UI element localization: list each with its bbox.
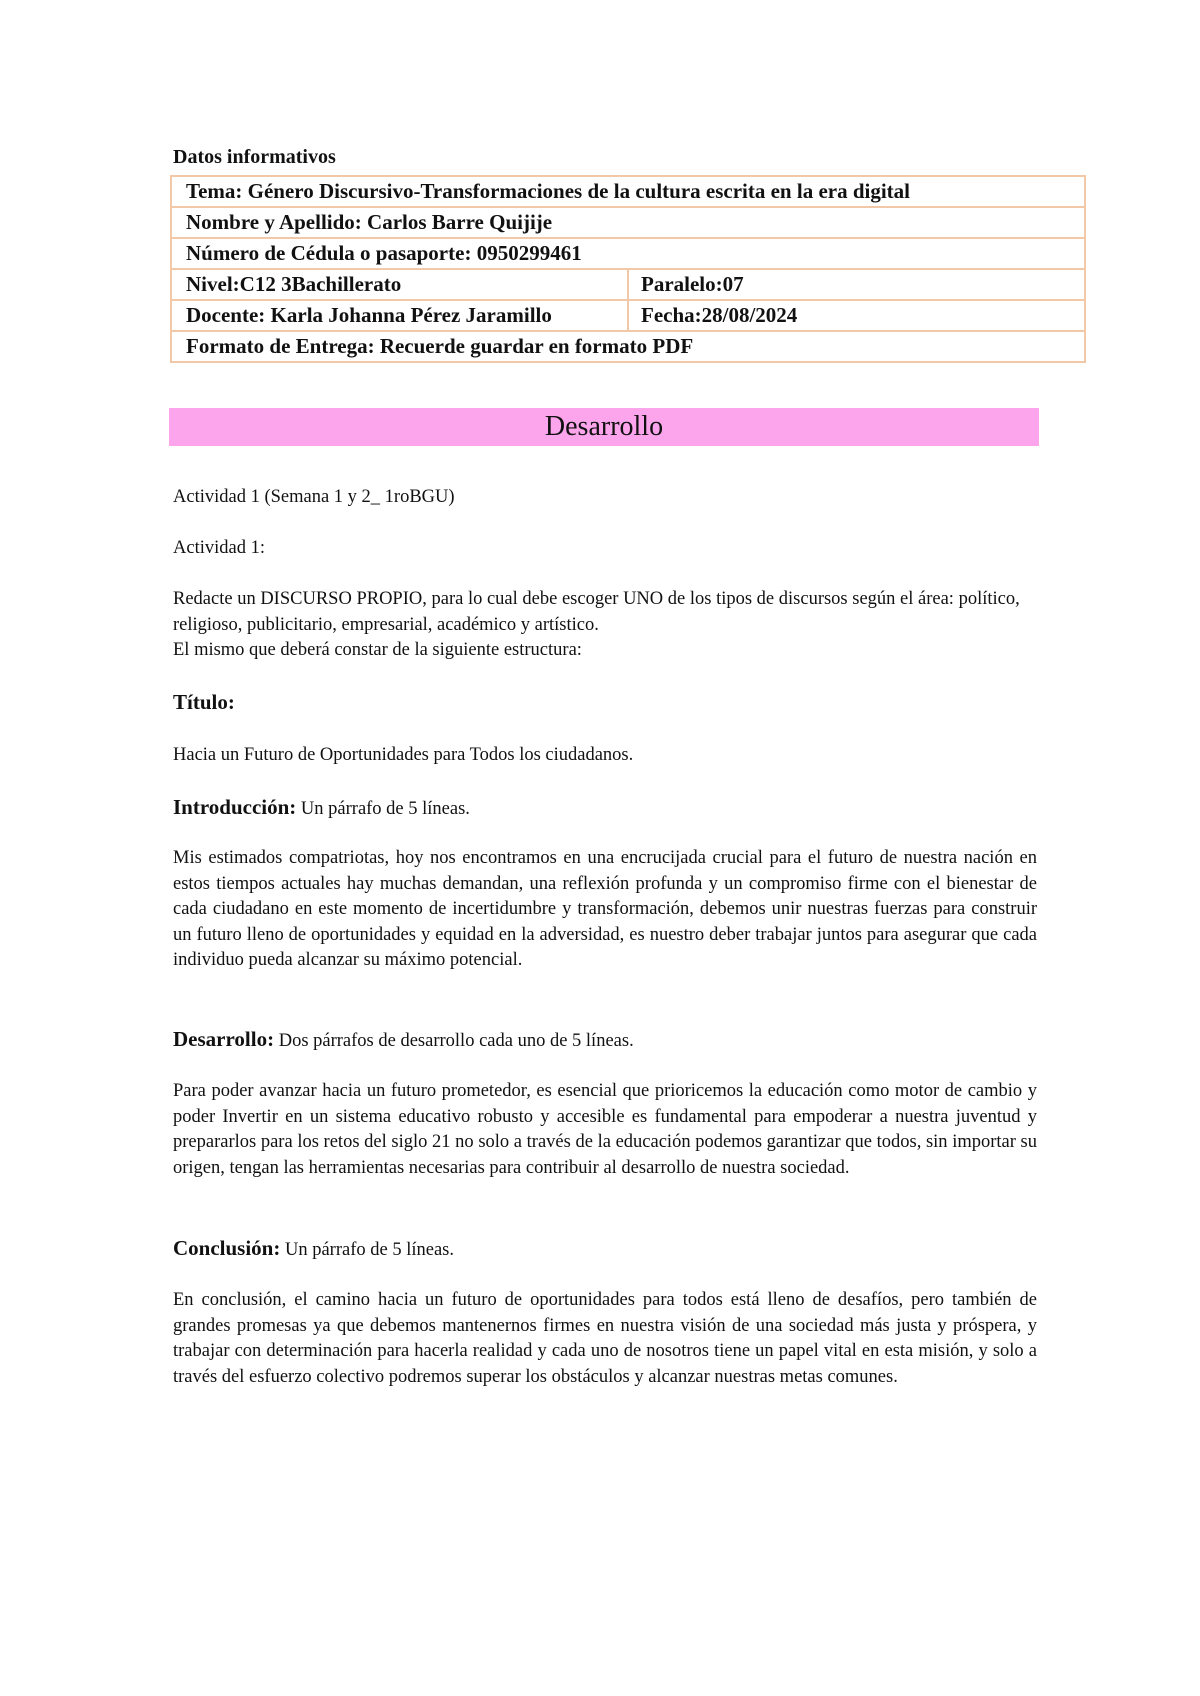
docente-cell: Docente: Karla Johanna Pérez Jaramillo: [171, 300, 628, 331]
conclusion-paragraph: En conclusión, el camino hacia un futuro de oportunidades para todos está lleno de desafíos, pero también de grandes promesas ya que debemos mantenernos firmes en nuestra visión de una sociedad más justa y próspera, y trabajar con determinación para hacerla realidad y cada uno de nosotros tiene un papel vital en esta misión, y solo a través del esfuerzo colectivo podremos superar los obstáculos y alcanzar nuestras metas comunes.: [173, 1290, 1037, 1387]
activity-line-1: Actividad 1 (Semana 1 y 2_ 1roBGU): [173, 487, 455, 507]
desarrollo-note: Dos párrafos de desarrollo cada uno de 5 líneas.: [278, 1031, 634, 1051]
introduccion-note: Un párrafo de 5 líneas.: [300, 799, 470, 819]
instructions-paragraph: [173, 587, 1037, 664]
introduccion-heading: Introducción:: [173, 795, 297, 819]
desarrollo-heading-line: [173, 1027, 1037, 1052]
activity-line-2: Actividad 1:: [173, 538, 265, 558]
conclusion-heading: Conclusión:: [173, 1236, 281, 1260]
table-row: [171, 300, 1085, 331]
info-table: [170, 175, 1086, 363]
cedula-cell: Número de Cédula o pasaporte: 0950299461: [171, 238, 1085, 269]
desarrollo-paragraph: Para poder avanzar hacia un futuro prometedor, es esencial que prioricemos la educación como motor de cambio y poder Invertir en un sistema educativo robusto y accesible es fundamental para empoderar a nuestra juventud y prepararlos para los retos del siglo 21 no solo a través de la educación podemos garantizar que todos, sin importar su origen, tengan las herramientas necesarias para contribuir al desarrollo de nuestra sociedad.: [173, 1081, 1037, 1178]
nombre-cell: Nombre y Apellido: Carlos Barre Quijije: [171, 207, 1085, 238]
table-row: [171, 238, 1085, 269]
table-row: [171, 207, 1085, 238]
tema-cell: Tema: Género Discursivo-Transformaciones de la cultura escrita en la era digital: [171, 176, 1085, 207]
table-row: [171, 269, 1085, 300]
table-row: [171, 331, 1085, 362]
nivel-cell: Nivel:C12 3Bachillerato: [171, 269, 628, 300]
conclusion-heading-line: [173, 1236, 1037, 1261]
fecha-cell: Fecha:28/08/2024: [628, 300, 1085, 331]
datos-informativos-label: Datos informativos: [173, 146, 336, 168]
titulo-heading: Título:: [173, 690, 235, 714]
titulo-text: Hacia un Futuro de Oportunidades para Todos los ciudadanos.: [173, 745, 634, 765]
titulo-heading-line: [173, 690, 1037, 715]
formato-cell: Formato de Entrega: Recuerde guardar en formato PDF: [171, 331, 1085, 362]
desarrollo-banner: Desarrollo: [169, 408, 1039, 446]
introduccion-paragraph: Mis estimados compatriotas, hoy nos encontramos en una encrucijada crucial para el futuro de nuestra nación en estos tiempos actuales hay muchas demandan, una reflexión profunda y un compromiso firme con el bienestar de cada ciudadano en este momento de incertidumbre y transformación, debemos unir nuestras fuerzas para construir un futuro lleno de oportunidades y equidad en la adversidad, es nuestro deber trabajar juntos para asegurar que cada individuo pueda alcanzar su máximo potencial.: [173, 848, 1037, 971]
table-row: [171, 176, 1085, 207]
conclusion-note: Un párrafo de 5 líneas.: [284, 1240, 454, 1260]
introduccion-heading-line: [173, 795, 1037, 820]
instructions-text-1: Redacte un DISCURSO PROPIO, para lo cual debe escoger UNO de los tipos de discursos según el área: político, religioso, publicitario, empresarial, académico y artístico.: [173, 589, 1020, 635]
paralelo-cell: Paralelo:07: [628, 269, 1085, 300]
desarrollo-heading: Desarrollo:: [173, 1027, 275, 1051]
instructions-text-2: El mismo que deberá constar de la siguiente estructura:: [173, 640, 582, 661]
